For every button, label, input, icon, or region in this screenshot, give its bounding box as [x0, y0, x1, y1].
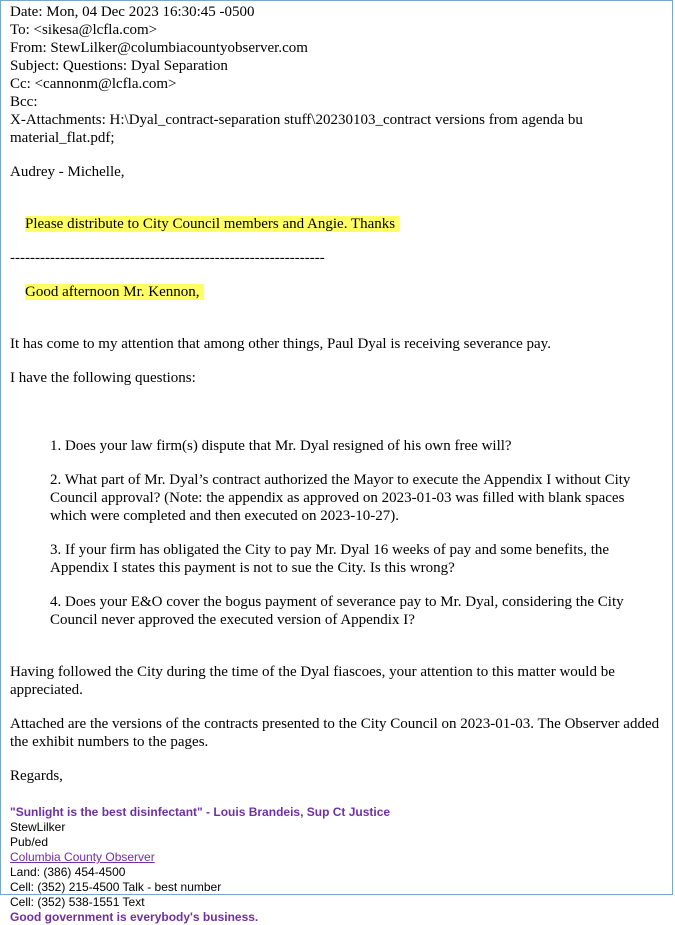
questions-intro: I have the following questions:	[10, 370, 196, 386]
email-message	[10, 3, 662, 925]
question-3: 3. If your firm has obligated the City to pay Mr. Dyal 16 weeks of pay and some benefits, the Appendix I states this payment is not to sue the City. Is this wrong?	[50, 542, 610, 576]
greeting-recipient-line	[10, 265, 662, 319]
attachment-paragraph: Attached are the versions of the contracts presented to the City Council on 2023-01-03. The Observer added the exhibit numbers to the pages.	[10, 716, 663, 750]
question-2: 2. What part of Mr. Dyal’s contract authorized the Mayor to execute the Appendix I without City Council approval? (Note: the appendix as approved on 2023-01-03 was filled with blank spaces which were completed and then executed on 2023-10-27).	[50, 472, 631, 524]
signature-motto: Good government is everybody's business.	[10, 910, 259, 924]
signature-name: StewLilker	[10, 820, 66, 834]
spacer	[10, 387, 662, 421]
distribute-note-line	[10, 197, 662, 251]
distribute-note: Please distribute to City Council members and Angie. Thanks	[25, 216, 399, 232]
header-subject: Subject: Questions: Dyal Separation	[10, 58, 228, 74]
greeting-staff: Audrey - Michelle,	[10, 164, 125, 180]
signature-quote: "Sunlight is the best disinfectant" - Louis Brandeis, Sup Ct Justice	[10, 805, 391, 819]
closing-paragraph: Having followed the City during the time of the Dyal fiascoes, your attention to this matter would be appreciated.	[10, 664, 619, 698]
publication-link[interactable]: Columbia County Observer	[10, 850, 155, 864]
regards: Regards,	[10, 768, 63, 784]
header-from: From: StewLilker@columbiacountyobserver.com	[10, 40, 308, 56]
header-date: Date: Mon, 04 Dec 2023 16:30:45 -0500	[10, 4, 255, 20]
question-4: 4. Does your E&O cover the bogus payment of severance pay to Mr. Dyal, considering the City Council never approved the executed version of Appendix I?	[50, 594, 624, 628]
signature-cell-1: Cell: (352) 215-4500 Talk - best number	[10, 880, 222, 894]
header-bcc: Bcc:	[10, 94, 38, 110]
intro-paragraph: It has come to my attention that among other things, Paul Dyal is receiving severance pay.	[10, 336, 551, 352]
header-attachments: X-Attachments: H:\Dyal_contract-separation stuff\20230103_contract versions from agenda bu material_flat.pdf;	[10, 112, 587, 146]
signature-cell-2: Cell: (352) 538-1551 Text	[10, 895, 145, 909]
greeting-recipient: Good afternoon Mr. Kennon,	[25, 284, 204, 300]
signature-title: Pub/ed	[10, 835, 49, 849]
signature-block	[10, 805, 662, 925]
separator-line: ---------------------------------------------------------------	[10, 251, 325, 265]
question-1: 1. Does your law firm(s) dispute that Mr. Dyal resigned of his own free will?	[50, 438, 512, 454]
questions-list	[10, 437, 662, 629]
header-cc: Cc: <cannonm@lcfla.com>	[10, 76, 177, 92]
signature-land: Land: (386) 454-4500	[10, 865, 126, 879]
email-headers	[10, 3, 662, 147]
header-to: To: <sikesa@lcfla.com>	[10, 22, 158, 38]
